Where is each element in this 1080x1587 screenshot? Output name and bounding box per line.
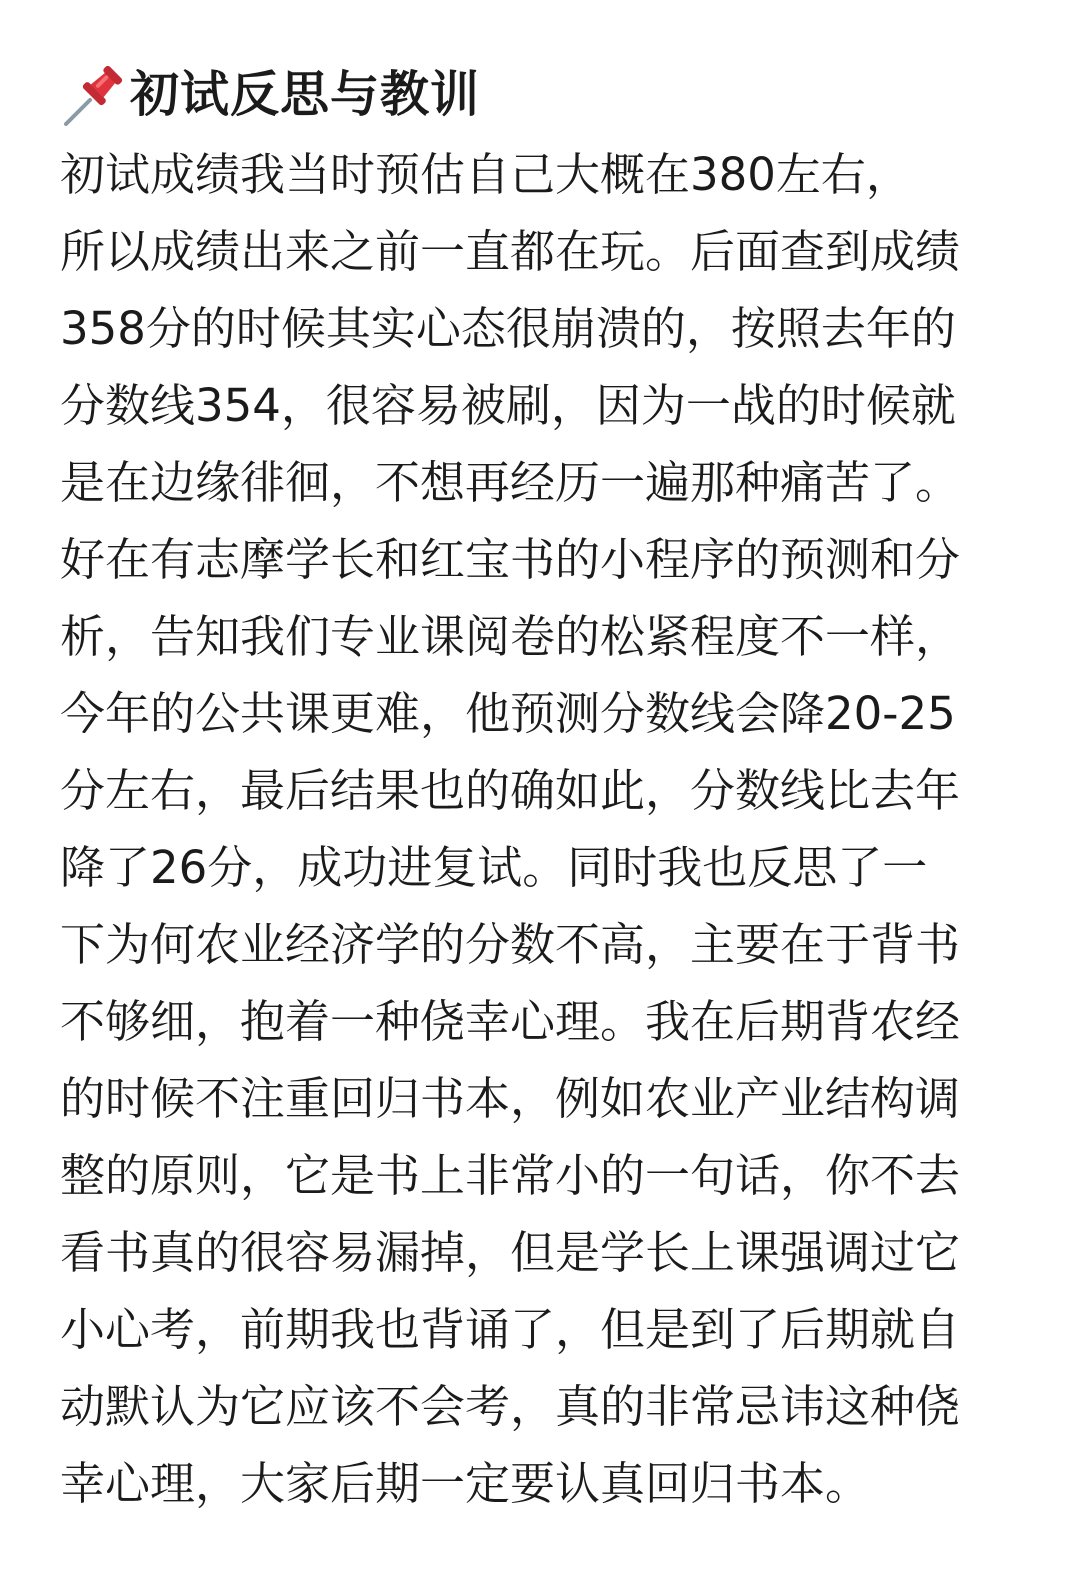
text-line: 幸心理，大家后期一定要认真回归书本。 xyxy=(60,1457,871,1510)
text-line: 析，告知我们专业课阅卷的松紧程度不一样， xyxy=(60,610,961,663)
page-title: 初试反思与教训 xyxy=(130,66,481,123)
text-line: 358分的时候其实心态很崩溃的，按照去年的 xyxy=(60,302,956,355)
text-line: 不够细，抱着一种侥幸心理。我在后期背农经 xyxy=(60,995,961,1048)
text-line: 下为何农业经济学的分数不高，主要在于背书 xyxy=(60,918,961,971)
text-line: 看书真的很容易漏掉，但是学长上课强调过它 xyxy=(60,1226,961,1279)
text-line: 整的原则，它是书上非常小的一句话，你不去 xyxy=(60,1149,961,1202)
text-line: 所以成绩出来之前一直都在玩。后面查到成绩 xyxy=(60,225,961,278)
body-paragraph xyxy=(60,136,1020,1522)
text-line: 降了26分，成功进复试。同时我也反思了一 xyxy=(60,841,928,894)
text-line: 是在边缘徘徊，不想再经历一遍那种痛苦了。 xyxy=(60,456,961,509)
text-line: 分数线354，很容易被刷，因为一战的时候就 xyxy=(60,379,956,432)
text-line: 的时候不注重回归书本，例如农业产业结构调 xyxy=(60,1072,961,1125)
section-header xyxy=(60,60,480,130)
text-line: 小心考，前期我也背诵了，但是到了后期就自 xyxy=(60,1303,961,1356)
text-line: 分左右，最后结果也的确如此，分数线比去年 xyxy=(60,764,961,817)
text-line: 今年的公共课更难，他预测分数线会降20-25 xyxy=(60,687,956,740)
text-line: 动默认为它应该不会考，真的非常忌讳这种侥 xyxy=(60,1380,961,1433)
text-line: 好在有志摩学长和红宝书的小程序的预测和分 xyxy=(60,533,961,586)
pushpin-icon xyxy=(60,62,126,128)
text-line: 初试成绩我当时预估自己大概在380左右， xyxy=(60,148,911,201)
